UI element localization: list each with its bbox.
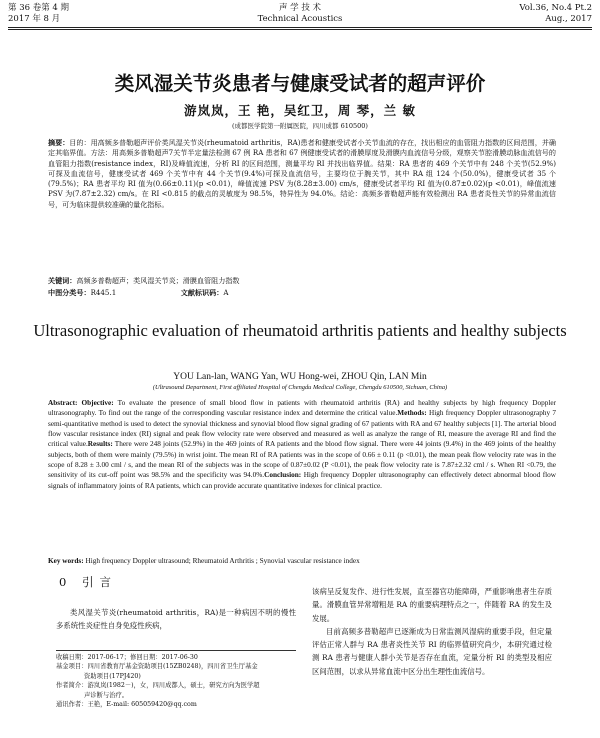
- authors-en: YOU Lan-lan, WANG Yan, WU Hong-wei, ZHOU Qin, LAN Min: [173, 372, 427, 382]
- affiliation-en: (Ultrasound Department, First affiliated Hospital of Chengdu Medical College, Chengdu 610500, Sichuan, China): [152, 384, 448, 391]
- footnote-funding: 基金项目：四川省教育厅基金资助项目(15ZB0248)，四川省卫生厅基金: [56, 663, 258, 671]
- journal-volume-en: Vol.36, No.4 Pt.2: [519, 3, 592, 13]
- keywords-en-text: High frequency Doppler ultrasound; Rheumatoid Arthritis ; Synovial vascular resistance index: [85, 557, 360, 565]
- title-en: Ultrasonographic evaluation of rheumatoid arthritis patients and healthy subjects: [33, 321, 567, 340]
- objective-label: Objective:: [81, 399, 114, 407]
- abstract-cn-text: 目的：用高频多普勒超声评价类风湿关节炎(rheumatoid arthritis，RA)患者和健康受试者小关节血流的存在，找出相应的血管阻力指数的区间范围，并确定其临界值。方法：用高频多普勒超声7关节半定量法检测 67 例 RA 患者和 67 例健康受试者的滑膜厚度及滑膜内血流信号分级，观察关节腔滑膜动脉血流信号的血管阻力指数(resistance index，RI)及峰值流速，分析 RI 的区间范围，测量平均 RI 并找出临界值。结果：RA 患者的 469 个关节中有 248 个关节(52.9%)可探及血流信号，健康受试者 469 个关节中有 44 个关节(9.4%)可探及血流信号，主要均位于腕关节，其中 RA 组 124 个(50.0%)，健康受试者 35 个(79.5%)；RA 患者平均 RI 值为(0.66±0.11)(p <0.01)，峰值流速 PSV 为(8.28±3.00) cm/s，健康受试者平均 RI 值为(0.87±0.02)(p <0.01)，峰值流速 PSV 为(7.87±2.32) cm/s。在 RI <0.815 的截点的灵敏度为 98.5%，特异性为 94.0%。结论：高频多普勒超声能有效检测出 RA 患者炎性关节的异常血流信号，可为临床提供较准确的量化指标。: [48, 138, 557, 209]
- intro-text-right-2: 目前高频多普勒超声已逐渐成为日常监测风湿病的重要手段，但定量评估正常人群与 RA 患者炎性关节 RI 的临界值研究尚少，本研究通过检测 RA 患者与健康人群小关节是否存在血流，定量分析 RI 的类型及相应区间范围，以求从异常血流中区分出生理性血流信号。: [312, 626, 552, 676]
- doc-code-label: 文献标识码：: [180, 288, 224, 297]
- methods-label: Methods:: [397, 409, 427, 418]
- header-rule-thin: [8, 29, 592, 30]
- authors-cn: 游岚岚，王 艳，吴红卫，周 琴，兰 敏: [183, 103, 417, 118]
- journal-name-en: Technical Acoustics: [257, 14, 343, 24]
- journal-volume: 第 36 卷第 4 期: [8, 3, 70, 13]
- intro-column-right: [312, 585, 552, 678]
- footnotes: [56, 653, 296, 709]
- keywords-cn-text: 高频多普勒超声；类风湿关节炎；滑膜血管阻力指数: [76, 276, 240, 285]
- abstract-en-label: Abstract:: [48, 399, 78, 407]
- keywords-cn: [48, 276, 556, 286]
- footnote-corresponding: 通讯作者：王艳，E-mail: 605059420@qq.com: [56, 701, 197, 709]
- conclusion-label: Conclusion:: [264, 471, 302, 480]
- results-text: There were 248 joints (52.9%) in the 469 joints of RA patients and the blood flow signal. There were 44 joints (9.4%) in the 469 joints of the healthy subjects, both of them were mainly (79.5%) in wrist joint. The mean RI of RA patients was in the scope of 0.66 ± 0.11 (p <0.01), the mean peak flow velocity rate was in the scope of 8.28 ± 3.00 cml / s, and the mean RI of the subjects was in the scope of 0.87±0.02 (P <0.01), the peak flow velocity rate is 7.87±2.32 cml / s. When RI <0.79, the sensitivity of its cut-off point was 98.5% and the specificity was 94.0%.: [48, 440, 557, 480]
- clc-code: R445.1: [90, 288, 117, 297]
- intro-paragraph-left: [56, 606, 296, 633]
- footnote-rule: [56, 650, 296, 651]
- classification-line: [48, 288, 556, 298]
- header-rule: [8, 27, 592, 28]
- keywords-en: [48, 557, 556, 565]
- keywords-en-label: Key words:: [48, 557, 84, 565]
- footnote-funding-cont: 资助项目(17PJ420): [84, 672, 141, 680]
- objective-text: To evaluate the presence of small blood flow in patients with rheumatoid arthritis (RA) and healthy subjects by high frequency Doppler ultrasonography. To find out the range of the corresponding vascular resistance index and determine the critical value.: [48, 399, 556, 418]
- methods-text: High frequency Doppler ultrasonography 7 semi-quantitative method is used to detect the synovial thickness and synovial blood flow signal grading of 67 patients with RA and 67 healthy subjects [1]. The arterial blood flow vascular resistance index (RI) signal and peak flow velocity rate were observed and measured as well as analyze the range of RI, measure the average RI and find the critical value.: [48, 409, 557, 449]
- conclusion-text: High frequency Doppler ultrasonography can effectively detect abnormal blood flow signals of inflammatory joints of RA patients, which can provide accurate quantitative indexes for clinical practice.: [48, 471, 556, 490]
- footnote-received: 收稿日期：2017-06-17；修回日期：2017-06-30: [56, 654, 198, 661]
- affiliation-cn: (成都医学院第一附属医院，四川成都 610500): [232, 122, 368, 130]
- abstract-cn: [48, 138, 556, 210]
- journal-date: 2017 年 8 月: [8, 14, 61, 24]
- doc-code: A: [223, 288, 229, 297]
- journal-name-cn: 声 学 技 术: [278, 3, 322, 13]
- intro-text-right-1: 该病呈反复发作、进行性发展，直至器官功能障碍，严重影响患者生存质量。滑膜血管异常增粗是 RA 的重要病理特点之一，伴随着 RA 的发生及发展。: [312, 587, 552, 623]
- results-label: Results:: [87, 440, 113, 449]
- keywords-cn-label: 关键词：: [48, 276, 77, 285]
- abstract-en: [48, 398, 556, 491]
- clc-label: 中图分类号：: [48, 288, 91, 297]
- abstract-cn-label: 摘要：: [48, 138, 70, 147]
- title-cn: 类风湿关节炎患者与健康受试者的超声评价: [114, 72, 486, 95]
- intro-text-left: 类风湿关节炎(rheumatoid arthritis，RA)是一种病因不明的慢性多系统性炎症性自身免疫性疾病，: [56, 608, 296, 631]
- footnote-author: 作者简介：游岚岚(1982－)，女，四川成都人，硕士，研究方向为医学超: [56, 682, 260, 690]
- journal-date-en: Aug., 2017: [545, 14, 592, 24]
- section-heading-intro: 0 引言: [59, 575, 117, 589]
- footnote-author-cont: 声诊断与治疗。: [84, 691, 129, 699]
